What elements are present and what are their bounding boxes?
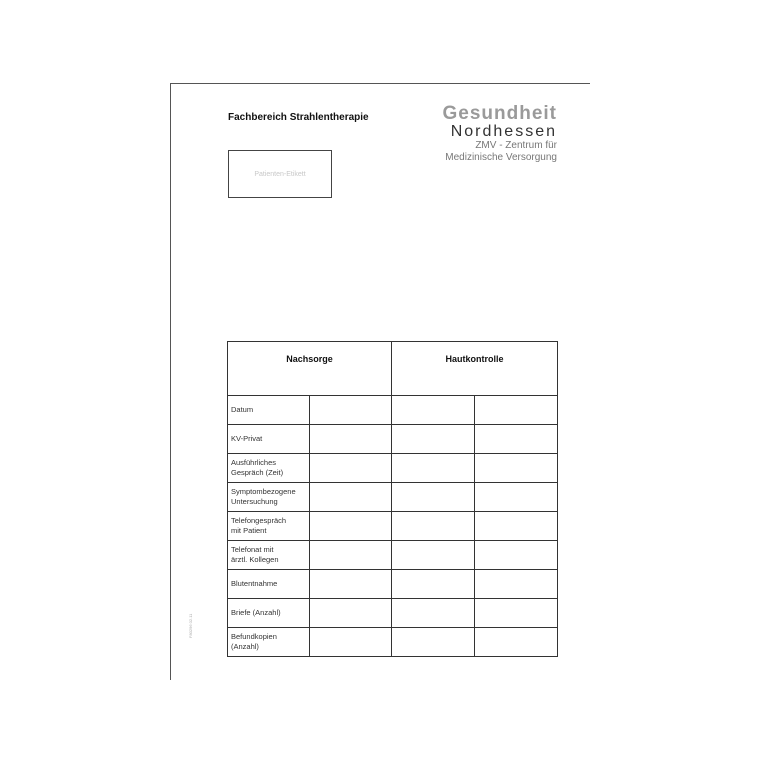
table-header-row xyxy=(228,342,558,396)
table-row xyxy=(228,599,558,628)
header-hautkontrolle: Hautkontrolle xyxy=(392,342,558,396)
entry-cell[interactable] xyxy=(475,512,558,541)
entry-cell[interactable] xyxy=(392,512,475,541)
entry-cell[interactable] xyxy=(475,541,558,570)
table-row xyxy=(228,454,558,483)
entry-cell[interactable] xyxy=(475,483,558,512)
table-row xyxy=(228,541,558,570)
table-row xyxy=(228,628,558,657)
entry-cell[interactable] xyxy=(310,570,392,599)
entry-cell[interactable] xyxy=(475,599,558,628)
department-title: Fachbereich Strahlentherapie xyxy=(228,112,369,123)
page-edge-left xyxy=(170,83,171,680)
row-label xyxy=(228,570,310,599)
entry-cell[interactable] xyxy=(392,570,475,599)
row-label-line: KV-Privat xyxy=(231,434,263,443)
patient-label-box: Patienten-Etikett xyxy=(228,150,332,198)
table-row xyxy=(228,483,558,512)
table-row xyxy=(228,425,558,454)
table-body xyxy=(228,396,558,657)
row-label-line: (Anzahl) xyxy=(231,642,259,651)
logo-line-3: ZMV - Zentrum für xyxy=(475,140,557,151)
entry-cell[interactable] xyxy=(475,454,558,483)
logo-line-1: Gesundheit xyxy=(442,103,557,124)
row-label-line: Symptombezogene xyxy=(231,487,296,496)
row-label-line: ärztl. Kollegen xyxy=(231,555,279,564)
row-label-line: mit Patient xyxy=(231,526,267,535)
entry-cell[interactable] xyxy=(310,541,392,570)
entry-cell[interactable] xyxy=(310,425,392,454)
entry-cell[interactable] xyxy=(475,570,558,599)
entry-cell[interactable] xyxy=(392,454,475,483)
row-label-line: Befundkopien xyxy=(231,632,277,641)
table-row xyxy=(228,570,558,599)
row-label-line: Briefe (Anzahl) xyxy=(231,608,281,617)
entry-cell[interactable] xyxy=(392,483,475,512)
header-nachsorge: Nachsorge xyxy=(228,342,392,396)
row-label-line: Datum xyxy=(231,405,254,414)
row-label xyxy=(228,628,310,657)
row-label-line: Ausführliches xyxy=(231,458,277,467)
logo xyxy=(405,104,557,164)
row-label-line: Gespräch (Zeit) xyxy=(231,468,284,477)
row-label-line: Telefongespräch xyxy=(231,516,287,525)
entry-cell[interactable] xyxy=(475,396,558,425)
logo-line-4: Medizinische Versorgung xyxy=(445,152,557,163)
table-row xyxy=(228,396,558,425)
entry-cell[interactable] xyxy=(392,541,475,570)
entry-cell[interactable] xyxy=(310,396,392,425)
entry-cell[interactable] xyxy=(392,425,475,454)
entry-cell[interactable] xyxy=(475,628,558,657)
row-label-line: Blutentnahme xyxy=(231,579,278,588)
entry-cell[interactable] xyxy=(310,483,392,512)
entry-cell[interactable] xyxy=(310,628,392,657)
entry-cell[interactable] xyxy=(310,454,392,483)
row-label-line: Telefonat mit xyxy=(231,545,274,554)
row-label-line: Untersuchung xyxy=(231,497,278,506)
entry-cell[interactable] xyxy=(392,396,475,425)
entry-cell[interactable] xyxy=(310,599,392,628)
entry-cell[interactable] xyxy=(392,599,475,628)
treatment-table xyxy=(227,341,558,657)
entry-cell[interactable] xyxy=(475,425,558,454)
entry-cell[interactable] xyxy=(392,628,475,657)
row-label xyxy=(228,483,310,512)
entry-cell[interactable] xyxy=(310,512,392,541)
row-label xyxy=(228,599,310,628)
row-label xyxy=(228,512,310,541)
row-label xyxy=(228,541,310,570)
table-row xyxy=(228,512,558,541)
row-label xyxy=(228,425,310,454)
form-code: F80296 02.11 xyxy=(188,613,193,638)
page-edge-top xyxy=(170,83,590,84)
row-label xyxy=(228,454,310,483)
row-label xyxy=(228,396,310,425)
logo-line-2: Nordhessen xyxy=(450,123,557,140)
